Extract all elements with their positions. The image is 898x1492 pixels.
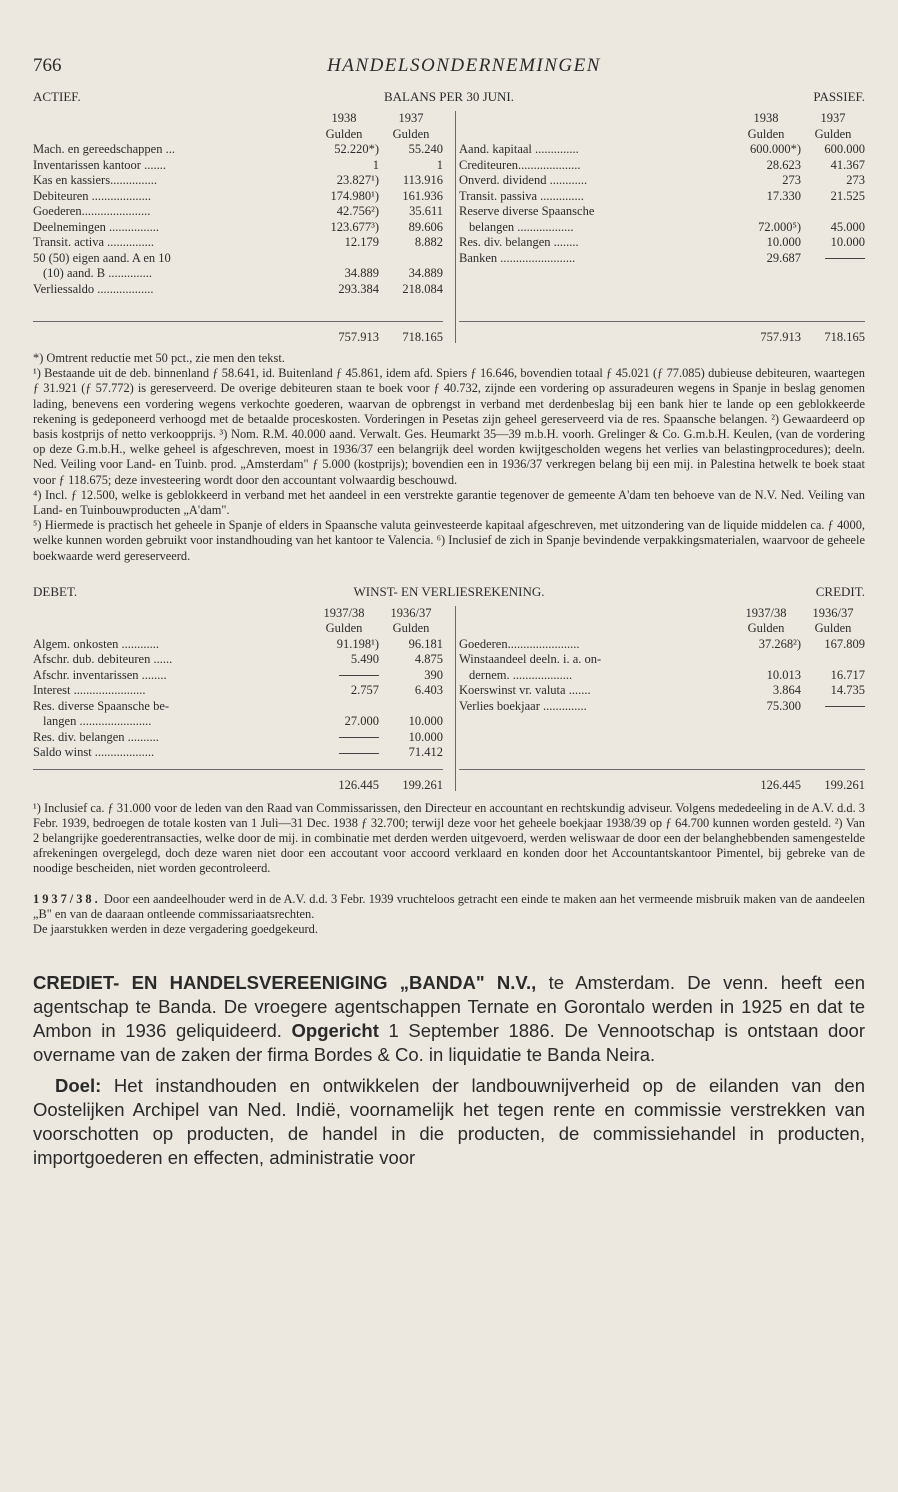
actief-row <box>33 282 443 298</box>
credit-year-header: 1937/38 1936/37 <box>745 605 854 620</box>
row-label: Onverd. dividend ............ <box>459 173 588 187</box>
passief-column <box>449 111 865 345</box>
debet-row <box>33 637 443 653</box>
credit-column <box>449 606 865 794</box>
winst-table <box>33 606 865 794</box>
credit-row <box>459 652 865 668</box>
footnote: ⁵) Hiermede is practisch het geheele in Spanje of elders in Spaansche valuta geinvesteerde kapitaal afgeschreven, met uitzondering van de liquide middelen ca. ƒ 4000, welke kunnen worden gebruikt voor instandhouding van het kantoor te Valencia. ⁶) Inclusief de zich in Spanje bevindende verpakkingsmaterialen, waarvoor de geheele boekwaarde werd gereserveerd. <box>33 518 865 563</box>
passief-row <box>459 204 865 220</box>
debet-row <box>33 745 443 761</box>
row-value-2: 16.717 <box>830 667 865 682</box>
row-value-2: 1 <box>436 157 443 172</box>
row-value-1: 34.889 <box>344 266 379 280</box>
company-intro-2: 1 September 1886. De Vennootschap is ontstaan door overname van de zaken der firma Bordes & Co. in liquidatie te Banda Neira. <box>33 1020 865 1066</box>
winst-title: WINST- EN VERLIESREKENING. <box>353 583 545 599</box>
row-label: Aand. kapitaal .............. <box>459 142 579 156</box>
row-label: Crediteuren.................... <box>459 157 581 172</box>
passief-row <box>459 158 865 174</box>
debet-title: DEBET. <box>33 583 78 599</box>
row-label: belangen .................. <box>469 219 574 234</box>
row-value-2: 8.882 <box>414 235 443 249</box>
winst-titles <box>33 584 865 606</box>
balans-title: BALANS PER 30 JUNI. <box>383 89 514 104</box>
dash-mark <box>825 706 865 707</box>
debet-row <box>33 652 443 668</box>
row-label: Res. div. belangen .......... <box>33 729 159 744</box>
row-value-1: 27.000 <box>344 714 379 729</box>
row-label: Interest ....................... <box>33 683 146 698</box>
credit-title: CREDIT. <box>815 583 865 599</box>
document-page <box>33 55 865 1170</box>
row-value-1: 123.677³) <box>330 219 379 234</box>
passief-row <box>459 173 865 189</box>
row-value-1: 12.179 <box>344 235 379 249</box>
actief-row <box>33 266 443 282</box>
row-label: Saldo winst ................... <box>33 745 155 760</box>
row-value-1: 23.827¹) <box>336 173 379 187</box>
dash-mark <box>825 258 865 259</box>
actief-row <box>33 235 443 251</box>
doel-text: Het instandhouden en ontwikkelen der landbouwnijverheid op de eilanden van den Oostelijken Archipel van Ned. Indië, voornamelijk het tegen rente en commissie verstrekken van voorschotten op producten, de handel in die producten, de commissiehandel in producten, importgoederen en effecten, administratie voor <box>33 1075 865 1169</box>
row-value-2: 6.403 <box>414 683 443 698</box>
row-label: Deelnemingen ................ <box>33 219 160 234</box>
passief-unit-header: Gulden Gulden <box>747 126 852 141</box>
row-label: Afschr. dub. debiteuren ...... <box>33 652 173 667</box>
passief-row <box>459 220 865 236</box>
row-value-2: 167.809 <box>824 636 865 651</box>
row-label: Verliessaldo .................. <box>33 281 154 296</box>
row-label: Res. div. belangen ........ <box>459 235 579 249</box>
debet-total: 126.445 199.261 <box>33 769 443 794</box>
row-value-1: 37.268²) <box>758 636 801 651</box>
row-value-1: 28.623 <box>766 157 801 172</box>
row-label: (10) aand. B .............. <box>43 266 153 280</box>
row-value-2: 45.000 <box>830 219 865 234</box>
row-value-1 <box>309 730 379 746</box>
row-label: 50 (50) eigen aand. A en 10 <box>33 250 171 265</box>
row-value-2: 96.181 <box>408 636 443 651</box>
passief-row <box>459 235 865 251</box>
row-value-1: 42.756²) <box>336 204 379 218</box>
row-value-1: 5.490 <box>350 652 379 667</box>
row-value-2: 55.240 <box>408 142 443 156</box>
doel-label: Doel: <box>55 1075 102 1097</box>
row-label: Winstaandeel deeln. i. a. on- <box>459 652 602 667</box>
row-value-2: 35.611 <box>409 204 443 218</box>
row-label: Afschr. inventarissen ........ <box>33 667 167 682</box>
row-label: langen ....................... <box>43 714 152 729</box>
row-label: Reserve diverse Spaansche <box>459 204 595 218</box>
actief-title: ACTIEF. <box>33 89 81 104</box>
row-label: Res. diverse Spaansche be- <box>33 698 170 713</box>
page-header <box>33 55 865 89</box>
credit-row <box>459 668 865 684</box>
row-value-1: 3.864 <box>772 683 801 698</box>
balans-divider <box>455 111 456 343</box>
row-label: Algem. onkosten ............ <box>33 636 160 651</box>
actief-row <box>33 251 443 267</box>
row-value-1: 600.000*) <box>749 142 801 156</box>
winst-footnotes <box>33 801 865 876</box>
actief-row <box>33 220 443 236</box>
company-intro: te Amsterdam. De venn. heeft een agentschap te Banda. De vroegere agentschappen Ternate en Gorontalo werden in 1925 en dat te Ambon in 1936 geliquideerd. <box>33 972 865 1042</box>
row-label: Banken ........................ <box>459 250 576 265</box>
row-value-2: 10.000 <box>830 235 865 249</box>
debet-unit-header: Gulden Gulden <box>325 621 430 636</box>
passief-row <box>459 189 865 205</box>
row-value-1: 174.980¹) <box>330 188 379 203</box>
year-note <box>33 892 865 937</box>
company-entry <box>33 971 865 1170</box>
opgericht-label: Opgericht <box>291 1020 379 1042</box>
actief-year-header: 1938 1937 <box>331 111 424 125</box>
credit-row <box>459 637 865 653</box>
row-value-1: 1 <box>372 157 379 172</box>
row-label: Kas en kassiers............... <box>33 173 157 187</box>
row-value-2: 113.916 <box>402 173 443 187</box>
actief-total: 757.913 718.165 <box>33 321 443 346</box>
row-value-1: 75.300 <box>766 698 801 713</box>
row-value-2: 34.889 <box>408 266 443 280</box>
actief-row <box>33 158 443 174</box>
passief-total: 757.913 718.165 <box>459 321 865 346</box>
row-value-1: 273 <box>782 173 801 187</box>
year-note-text: Door een aandeelhouder werd in de A.V. d.d. 3 Febr. 1939 vruchteloos getracht een einde te maken aan het vermeende misbruik maken van de aandeelen „B" en van de daaraan ontleende commissariaatsrechten. <box>33 892 865 922</box>
row-value-2: 14.735 <box>830 683 865 698</box>
row-label: Transit. activa ............... <box>33 235 155 249</box>
row-label: Goederen...................... <box>33 204 151 218</box>
row-label: Transit. passiva .............. <box>459 188 584 203</box>
row-value-2: 273 <box>846 173 865 187</box>
row-value-2: 600.000 <box>824 142 865 156</box>
row-label: Inventarissen kantoor ....... <box>33 157 166 172</box>
row-value-1: 10.000 <box>766 235 801 249</box>
row-value-1: 52.220*) <box>334 142 379 156</box>
debet-year-header: 1937/38 1936/37 <box>323 605 432 620</box>
row-label: Debiteuren ................... <box>33 188 152 203</box>
row-label: Mach. en gereedschappen ... <box>33 142 175 156</box>
actief-row <box>33 204 443 220</box>
debet-row <box>33 730 443 746</box>
footnote: ¹) Inclusief ca. ƒ 31.000 voor de leden van den Raad van Commissarissen, den Directeur en accountant en rechtskundig adviseur. Volgens mededeeling in de A.V. d.d. 3 Febr. 1939, bedroegen de totale kosten van 1 Juli—31 Dec. 1938 ƒ 32.700; terwijl deze voor het geheele boekjaar 1938/39 op ƒ 64.700 kunnen worden gesteld. ²) Van 2 belangrijke goederentransacties, welke door de mij. in combinatie met derden werden uitgevoerd, werden weliswaar de door een der belanghebbenden samengestelde afrekeningen overgelegd, doch deze waren niet door een accoutant voor accoord verklaard en konden door het Accountantskantoor Pimentel, bij gebreke van de noodige bescheiden, niet worden gecontroleerd. <box>33 801 865 876</box>
row-value-2: 161.936 <box>402 188 443 203</box>
row-value-2: 21.525 <box>830 188 865 203</box>
passief-title: PASSIEF. <box>813 89 865 104</box>
row-label: Verlies boekjaar .............. <box>459 698 587 713</box>
row-value-1: 17.330 <box>766 188 801 203</box>
actief-column <box>33 111 449 345</box>
dash-mark <box>339 675 379 676</box>
row-value-1: 72.000⁵) <box>758 219 801 234</box>
row-value-2: 10.000 <box>408 729 443 744</box>
actief-row <box>33 173 443 189</box>
row-value-1 <box>309 745 379 761</box>
winst-divider <box>455 606 456 792</box>
row-value-2: 10.000 <box>408 714 443 729</box>
row-value-2 <box>801 699 865 715</box>
balans-titles <box>33 89 865 111</box>
actief-row <box>33 189 443 205</box>
passief-year-header: 1938 1937 <box>753 111 846 125</box>
running-title: HANDELSONDERNEMINGEN <box>327 55 601 76</box>
balans-footnotes <box>33 351 865 564</box>
credit-unit-header: Gulden Gulden <box>747 621 852 636</box>
row-value-2: 71.412 <box>408 745 443 760</box>
dash-mark <box>339 753 379 754</box>
row-value-1: 293.384 <box>338 281 379 296</box>
page-number: 766 <box>33 55 62 76</box>
row-label: Goederen....................... <box>459 636 580 651</box>
year-label: 1937/38. <box>33 892 101 907</box>
footnote: *) Omtrent reductie met 50 pct., zie men den tekst. <box>33 351 285 365</box>
credit-total: 126.445 199.261 <box>459 769 865 794</box>
debet-row <box>33 699 443 715</box>
debet-row <box>33 714 443 730</box>
row-value-2: 4.875 <box>414 652 443 667</box>
footnote: ¹) Bestaande uit de deb. binnenland ƒ 58.641, id. Buitenland ƒ 45.861, idem afd. Spiers ƒ 16.646, bovendien totaal ƒ 45.021 (ƒ 77.085) dubieuse debiteuren, waartegen ƒ 31.921 (ƒ 57.772) is gereserveerd. De overige debiteuren staan te boek voor ƒ 40.732, zijnde een vordering op assuradeuren wegens in Spanje in beslag genomen lading, benevens een vordering wegens verkochte goederen, waarvan de opbrengst in verband met derdenbeslag bij een bank hier te lande op een geblokkeerde rekening is gedeponeerd verhoogd met de betaalde proceskosten. Vorderingen in Pesetas zijn geheel gereserveerd via de res. Spaansche belangen. ²) Gewaardeerd op basis kostprijs of netto verkoopprijs. ³) Nom. R.M. 40.000 aand. Verwalt. Ges. Heumarkt 35—39 m.b.H. voorh. Grelinger & Co. G.m.b.H. Keulen, (van de vordering op deze G.m.b.H., welke geheel is afgeschreven, moest in 1936/37 een belangrijk deel worden kwijtgescholden wegens het verlies van belastingprocedures); deeln. Ned. Veiling voor Land- en Tuinb. prod. „Amsterdam" ƒ 5.000 (kostprijs); bovendien een in 1936/37 verkregen belang bij een mij. in Palestina hetwelk te boek staat voor ƒ 118.675; deze investeering wordt door den accountant volwaardig beschouwd. <box>33 366 865 487</box>
row-value-1 <box>309 668 379 684</box>
row-value-2: 89.606 <box>408 219 443 234</box>
footnote: ⁴) Incl. ƒ 12.500, welke is geblokkeerd in verband met het aandeel in een verstrekte garantie tegenover de gemeente A'dam ten behoeve van de N.V. Ned. Veiling van Land- en Tuinbouwproducten „A'dam". <box>33 487 865 518</box>
year-note-text-2: De jaarstukken werden in deze vergadering goedgekeurd. <box>33 922 318 937</box>
row-value-2: 390 <box>424 667 443 682</box>
credit-row <box>459 699 865 715</box>
row-value-1: 29.687 <box>766 250 801 265</box>
balans-table <box>33 111 865 345</box>
credit-row <box>459 683 865 699</box>
row-label: dernem. ................... <box>469 667 573 682</box>
debet-row <box>33 668 443 684</box>
dash-mark <box>339 737 379 738</box>
passief-row <box>459 142 865 158</box>
row-value-1: 91.198¹) <box>336 636 379 651</box>
row-value-2 <box>801 251 865 267</box>
company-name: CREDIET- EN HANDELSVEREENIGING „BANDA" N.V., <box>33 972 537 994</box>
row-value-2: 41.367 <box>830 157 865 172</box>
row-label: Koerswinst vr. valuta ....... <box>459 683 591 698</box>
actief-unit-header: Gulden Gulden <box>325 126 430 141</box>
row-value-1: 10.013 <box>766 667 801 682</box>
actief-row <box>33 142 443 158</box>
debet-row <box>33 683 443 699</box>
row-value-1: 2.757 <box>350 683 379 698</box>
row-value-2: 218.084 <box>402 281 443 296</box>
debet-column <box>33 606 449 794</box>
passief-row <box>459 251 865 267</box>
